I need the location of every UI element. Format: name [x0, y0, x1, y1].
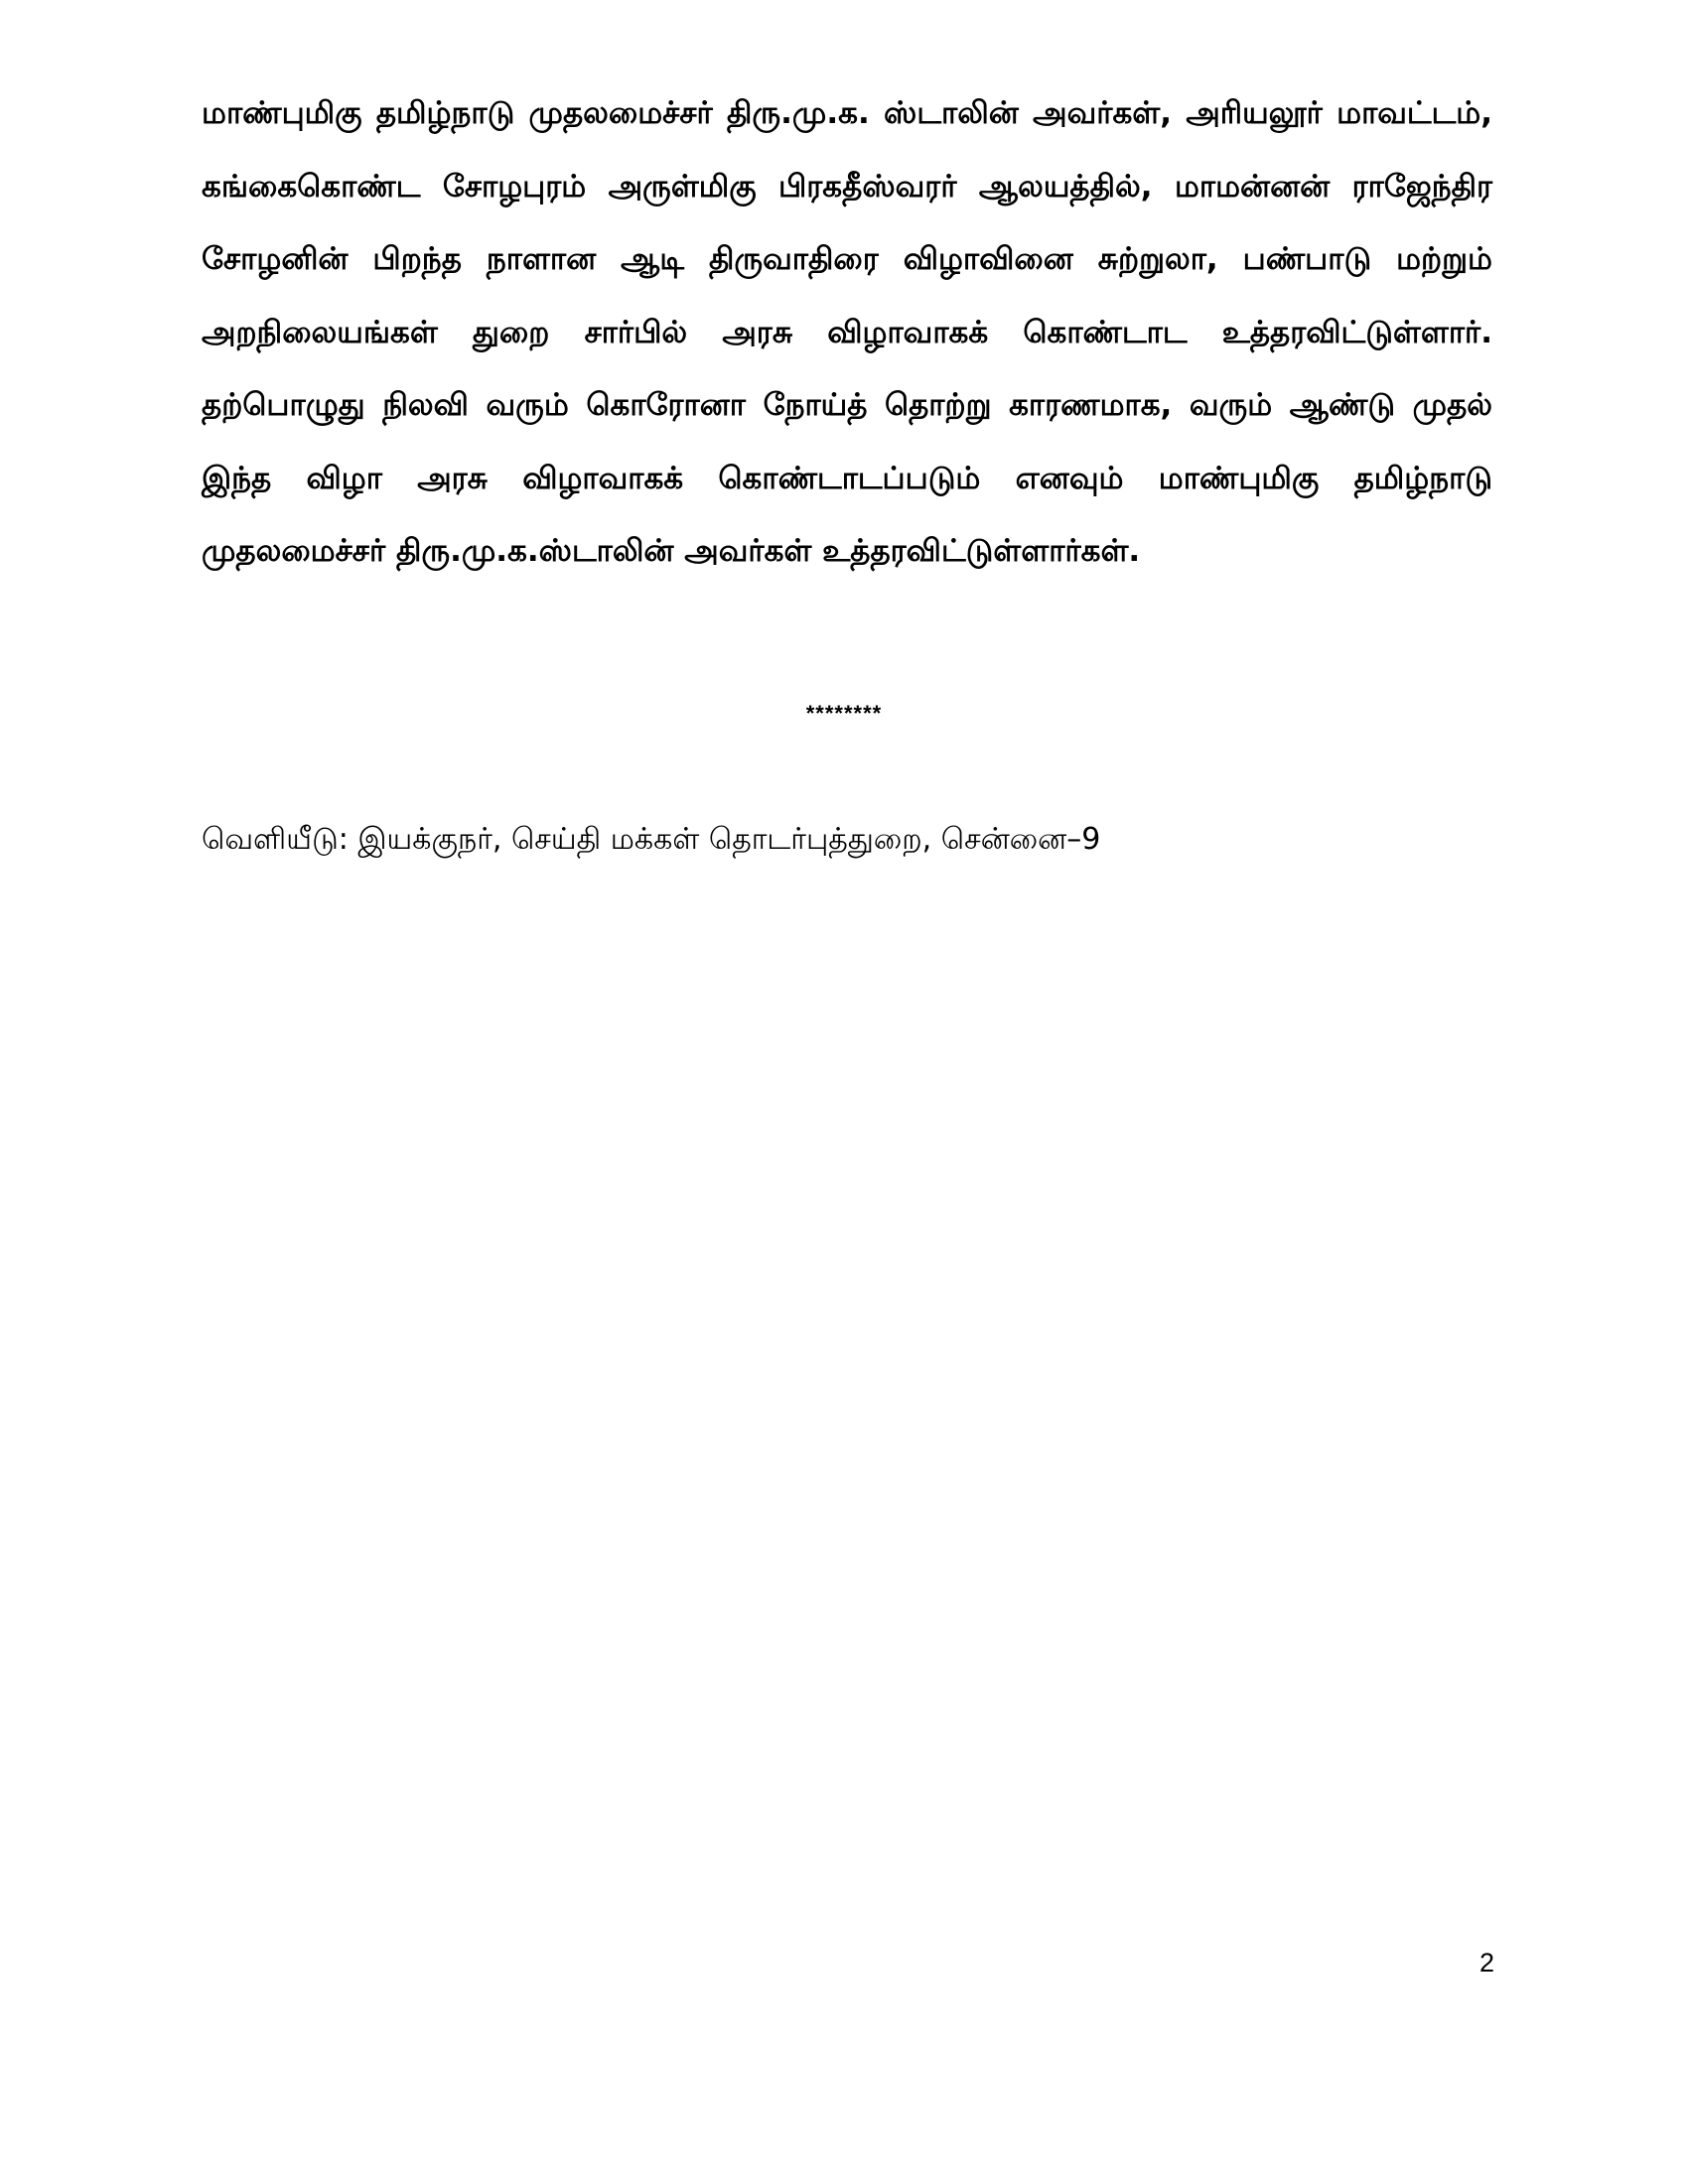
body-paragraph: மாண்புமிகு தமிழ்நாடு முதலமைச்சர் திரு.மு.க. ஸ்டாலின் அவர்கள், அரியலூர் மாவட்டம், கங்கைகொண்ட சோழபுரம் அருள்மிகு பிரகதீஸ்வரர் ஆலயத்தில், மாமன்னன் ராஜேந்திர சோழனின் பிறந்த நாளான ஆடி திருவாதிரை விழாவினை சுற்றுலா, பண்பாடு மற்றும் அறநிலையங்கள் துறை சார்பில் அரசு விழாவாகக் கொண்டாட உத்தரவிட்டுள்ளார். தற்பொழுது நிலவி வரும் கொரோனா நோய்த் தொற்று காரணமாக, வரும் ஆண்டு முதல் இந்த விழா அரசு விழாவாகக் கொண்டாடப்படும் எனவும் மாண்புமிகு தமிழ்நாடு முதலமைச்சர் திரு.மு.க.ஸ்டாலின் அவர்கள் உத்தரவிட்டுள்ளார்கள். [202, 95, 1492, 569]
section-separator: ******** [805, 701, 883, 726]
page-number: 2 [1478, 1948, 1494, 1978]
release-credit: வெளியீடு: இயக்குநர், செய்தி மக்கள் தொடர்புத்துறை, சென்னை–9 [202, 822, 1101, 857]
